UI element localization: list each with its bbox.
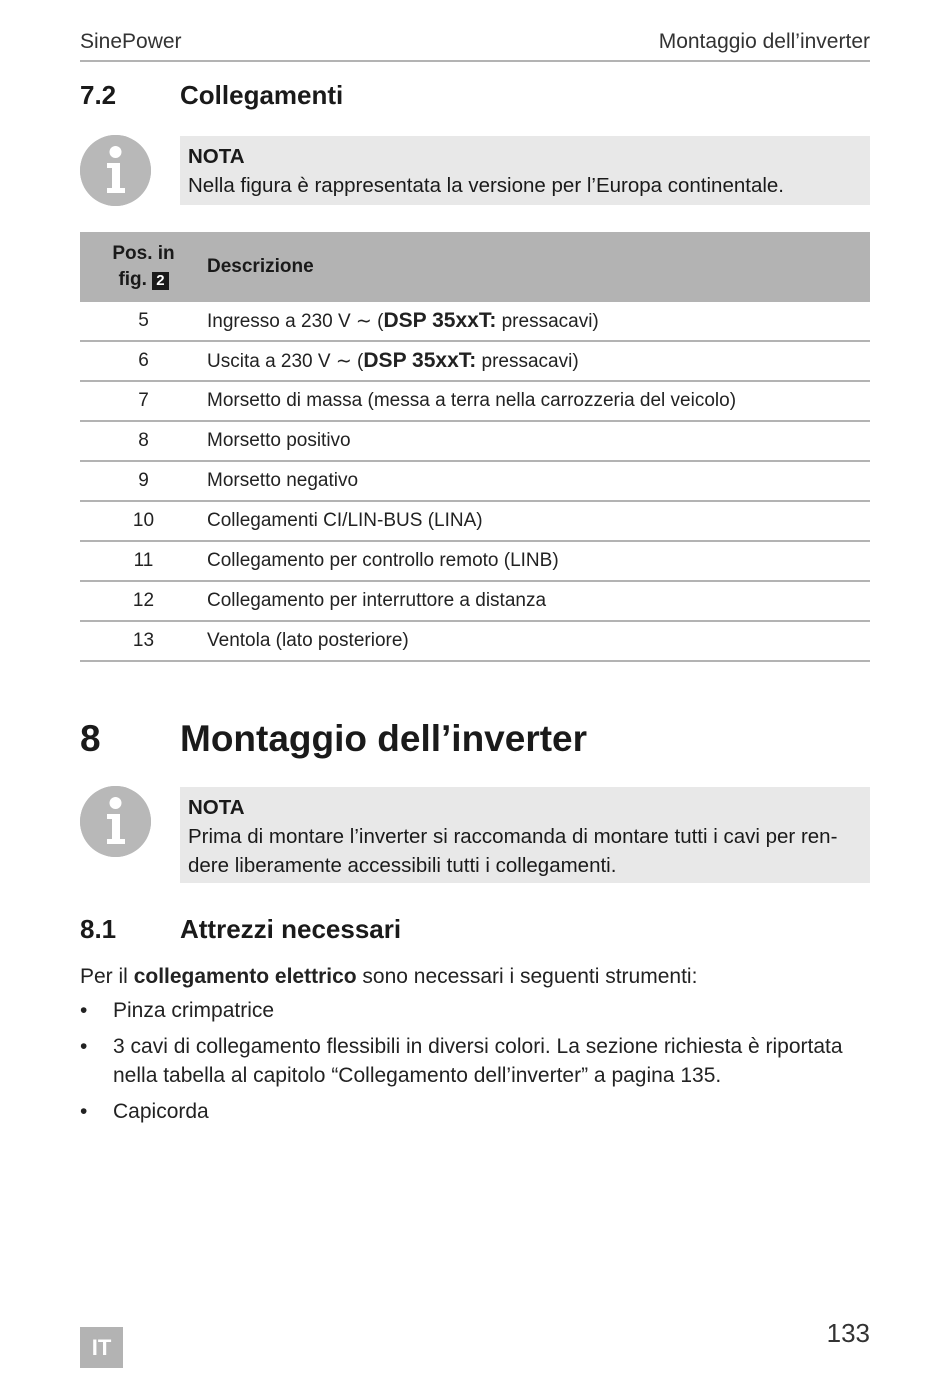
page-header bbox=[80, 30, 870, 62]
info-icon bbox=[80, 135, 151, 206]
table-row: 11 Collegamento per controllo remoto (LINB) bbox=[80, 541, 870, 581]
ac-wave-icon: ∼ ( bbox=[330, 351, 364, 372]
list-item: • Capicorda bbox=[80, 1100, 209, 1123]
table-row: 10 Collegamenti CI/LIN-BUS (LINA) bbox=[80, 501, 870, 541]
chapter-number: 8 bbox=[80, 718, 101, 759]
table-row: 13 Ventola (lato posteriore) bbox=[80, 621, 870, 661]
language-badge: IT bbox=[80, 1327, 123, 1368]
note-box bbox=[180, 136, 870, 205]
col-header-description: Descrizione bbox=[207, 232, 870, 302]
ac-wave-icon: ∼ ( bbox=[350, 311, 384, 332]
section-number: 7.2 bbox=[80, 80, 117, 110]
table-header-row bbox=[80, 232, 870, 302]
page-number: 133 bbox=[826, 1318, 870, 1348]
note-text: Nella figura è rappresentata la versione per l’Europa continentale. bbox=[188, 174, 785, 197]
list-item: • 3 cavi di collegamento flessibili in diversi colori. La sezione richiesta è riportata nella tabella al capitolo “Collegamento dell’inverter” a pagina 135. bbox=[80, 1035, 843, 1087]
table-row: 8 Morsetto positivo bbox=[80, 421, 870, 461]
tools-list bbox=[80, 996, 870, 1133]
chapter-title: Montaggio dell’inverter bbox=[180, 718, 588, 759]
table-row: 7 Morsetto di massa (messa a terra nella carrozzeria del veicolo) bbox=[80, 381, 870, 421]
table-row: 5 Ingresso a 230 V ∼ (DSP 35xxT: pressacavi) bbox=[80, 302, 870, 341]
header-product: SinePower bbox=[80, 30, 182, 53]
section-title: Collegamenti bbox=[180, 80, 344, 110]
section-title: Attrezzi necessari bbox=[180, 914, 402, 944]
note-title: NOTA bbox=[188, 796, 245, 819]
intro-paragraph: Per il collegamento elettrico sono necessari i seguenti strumenti: bbox=[80, 965, 698, 988]
note-title: NOTA bbox=[188, 145, 245, 168]
note-text: Prima di montare l’inverter si raccomanda di montare tutti i cavi per ren-dere liberamente accessibili tutti i collegamenti. bbox=[188, 825, 838, 877]
table-row: 12 Collegamento per interruttore a distanza bbox=[80, 581, 870, 621]
info-icon bbox=[80, 786, 151, 857]
header-chapter: Montaggio dell’inverter bbox=[658, 30, 870, 53]
figure-ref-badge: 2 bbox=[152, 272, 168, 290]
col-header-position: Pos. in fig. 2 bbox=[80, 232, 207, 302]
section-number: 8.1 bbox=[80, 914, 117, 944]
table-row: 6 Uscita a 230 V ∼ (DSP 35xxT: pressacavi) bbox=[80, 341, 870, 381]
table-row: 9 Morsetto negativo bbox=[80, 461, 870, 501]
list-item: • Pinza crimpatrice bbox=[80, 999, 275, 1022]
note-box bbox=[180, 787, 870, 883]
connections-table bbox=[80, 232, 870, 662]
